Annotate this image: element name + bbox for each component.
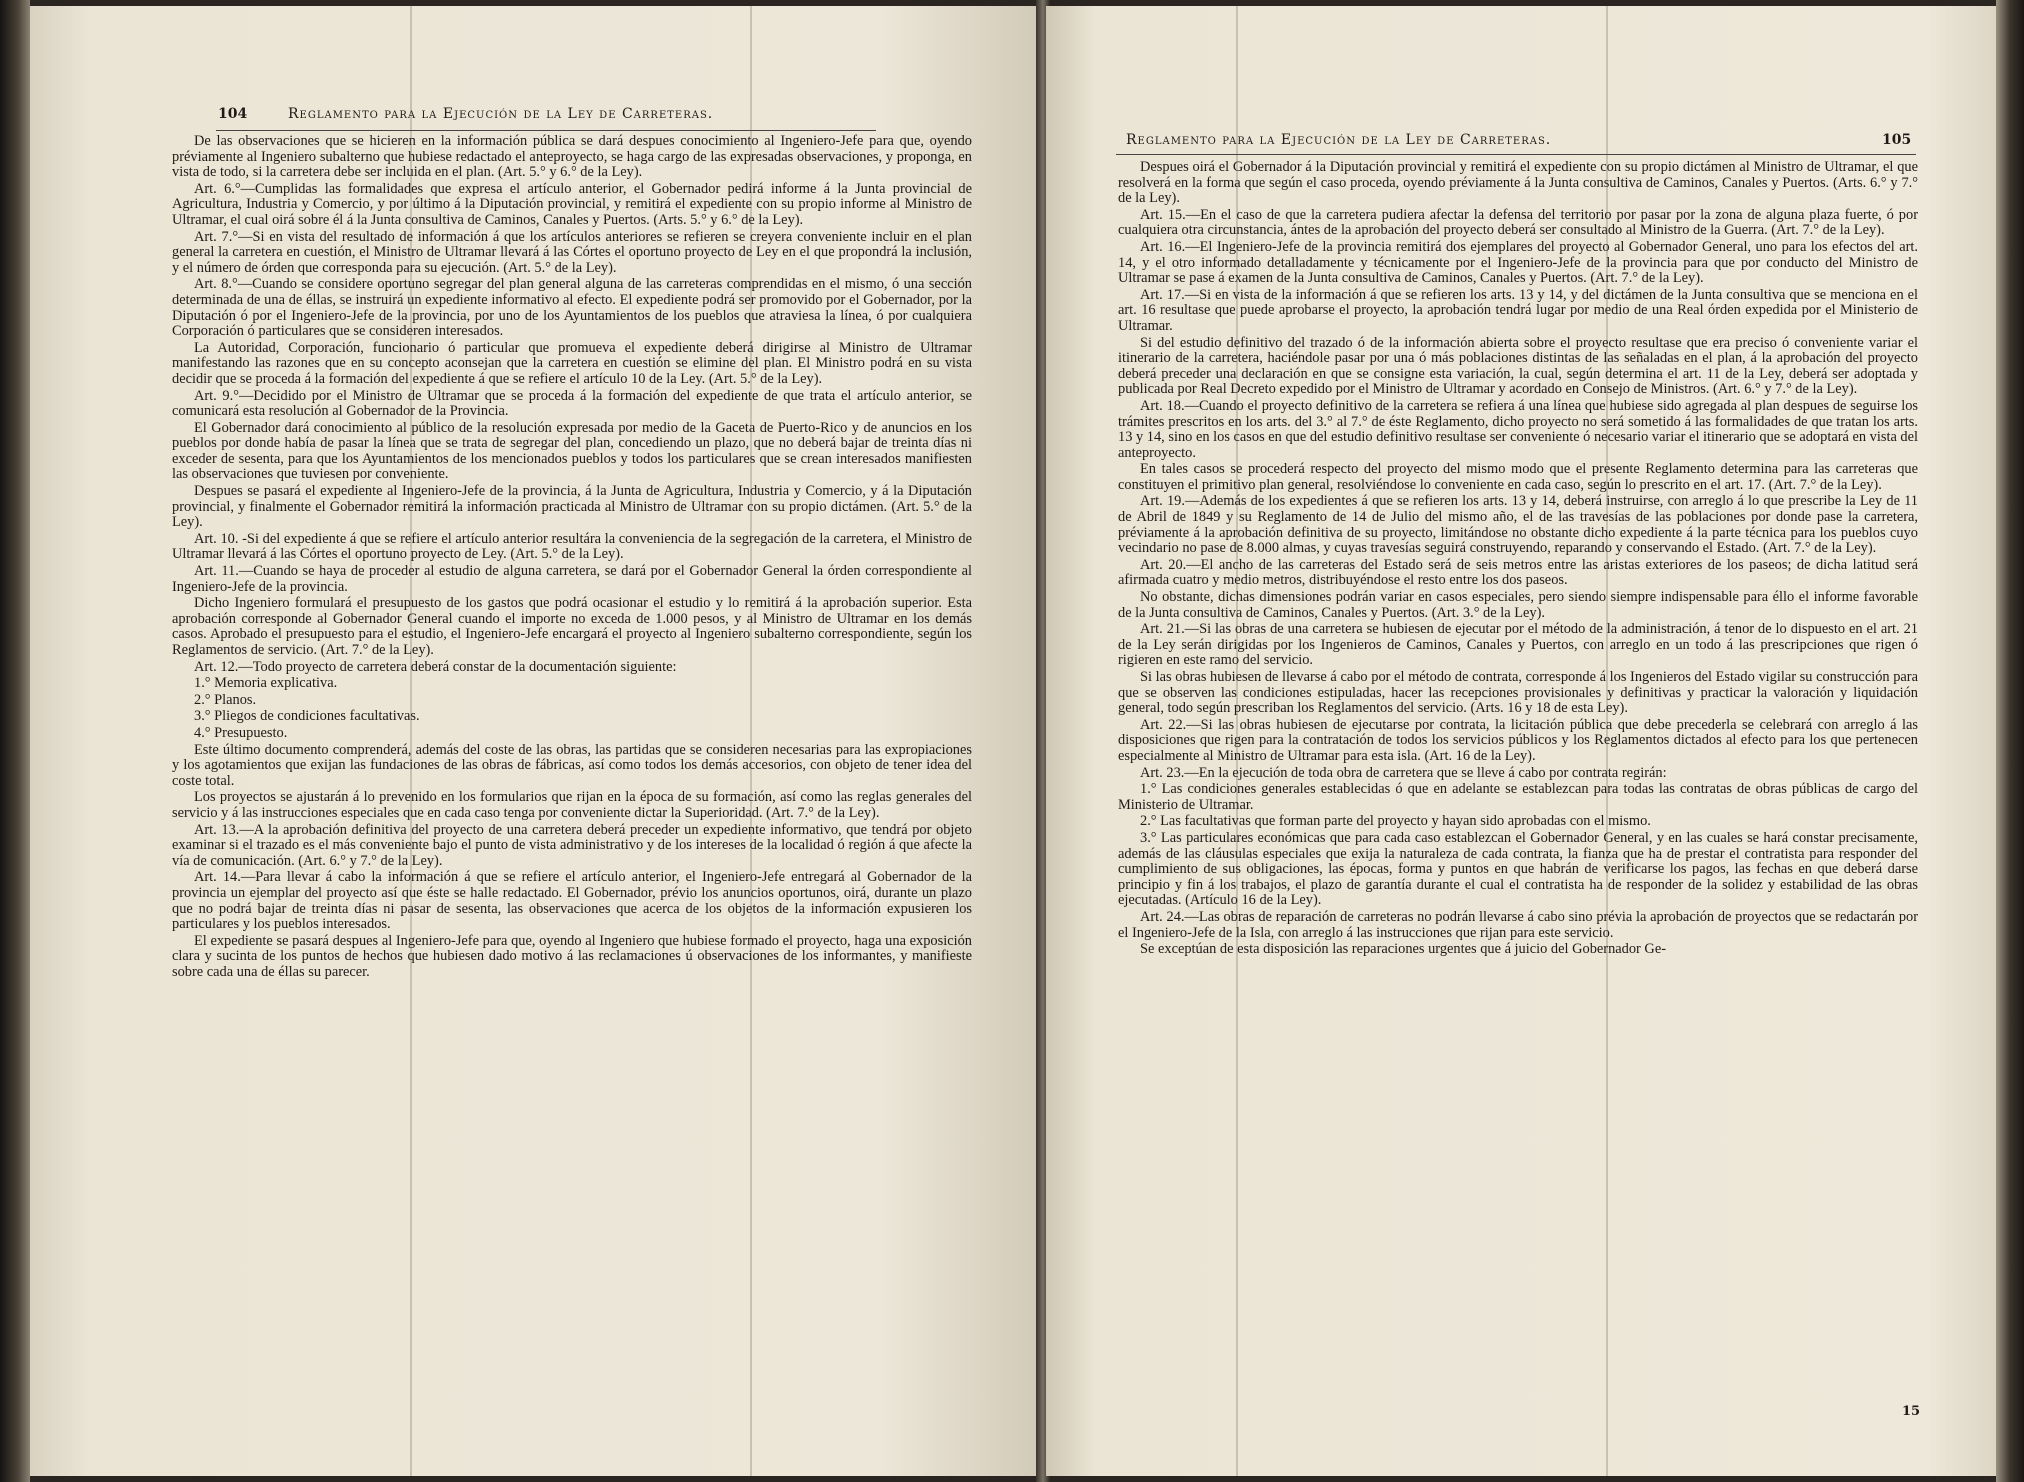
signature-mark: 15 [1902,1404,1921,1419]
list-item: 4.° Presupuesto. [194,724,288,741]
header-rule [216,130,876,131]
paragraph: Si del estudio definitivo del trazado ó de la información abierta sobre el proyecto resultase que era preciso ó conveniente variar el itinerario de la carretera, haciéndole pasar por una ó más poblaciones distintas de las señaladas en el plan, á la aprobación del proyecto deberá preceder una declaración en que se consigne esta variación, la cual, según determina el art. 11 de la Ley, deberá ser adoptada y publicada por Real Decreto expedido por el Ministro de Ultramar y acordado en Consejo de Ministros. (Art. 6.° y 7.° de la Ley). [1118,334,1918,398]
paragraph: Art. 7.°—Si en vista del resultado de información á que los artículos anteriores se refieren se creyera conveniente incluir en el plan general la carretera en cuestión, el Ministro de Ultramar llevará á las Córtes el oportuno proyecto de Ley en el que propondrá la inclusión, y el número de órden que corresponda para su ejecución. (Art. 5.° de la Ley). [172,228,972,276]
paragraph: Art. 12.—Todo proyecto de carretera deberá constar de la documentación siguiente: [194,658,677,675]
left-page-body [172,134,972,981]
right-page [1046,6,1996,1476]
paragraph: Art. 8.°—Cuando se considere oportuno segregar del plan general alguna de las carreteras comprendidas en el mismo, ó una sección determinada de una de éllas, se instruirá un expediente informativo al efecto. El expediente podrá ser promovido por el Gobernador, por la Diputación ó por el Ingeniero-Jefe de la provincia, por uno de los Ayuntamientos de los pueblos que atraviesa la línea, ó por cualquiera Corporación ó particulares que se consideren interesados. [172,276,972,340]
paragraph: Despues oirá el Gobernador á la Diputación provincial y remitirá el expediente con su propio dictámen al Ministro de Ultramar, el que resolverá en la forma que según el caso proceda, oyendo préviamente á la Junta consultiva de Caminos, Canales y Puertos. (Arts. 6.° y 7.° de la Ley). [1118,159,1918,207]
paragraph: Art. 13.—A la aprobación definitiva del proyecto de una carretera deberá preceder un expediente informativo, que tendrá por objeto examinar si el trazado es el más conveniente bajo el punto de vista administrativo y de los intereses de la localidad ó región á que afecte la vía de comunicación. (Art. 6.° y 7.° de la Ley). [172,821,972,869]
paragraph: Este último documento comprenderá, además del coste de las obras, las partidas que se consideren necesarias para las expropiaciones y los agotamientos que exijan las fundaciones de las obras de fábricas, así como todos los demás accesorios, con objeto de tener idea del coste total. [172,741,972,789]
list-item: 3.° Las particulares económicas que para cada caso establezcan el Gobernador General, y en las cuales se hará constar precisamente, además de las cláusulas especiales que exija la naturaleza de cada contrata, la fianza que ha de prestar el contratista para responder del cumplimiento de sus obligaciones, las épocas, forma y puntos en que habrán de verificarse los pagos, las fechas en que deberá darse principio y fin á los trabajos, el plazo de garantía durante el cual el contratista ha de responder de la solidez y estabilidad de las obras ejecutadas. (Artículo 16 de la Ley). [1118,829,1918,909]
page-number: 104 [218,106,248,122]
paragraph: Art. 17.—Si en vista de la información á que se refieren los arts. 13 y 14, y del dictámen de la Junta consultiva que se menciona en el art. 16 resultase que puede aprobarse el proyecto, la aprobación tendrá lugar por medio de una Real órden expedida por el Ministerio de Ultramar. [1118,286,1918,334]
paragraph: Art. 11.—Cuando se haya de proceder al estudio de alguna carretera, se dará por el Gobernador General la órden correspondiente al Ingeniero-Jefe de la provincia. [172,563,972,595]
paragraph: Art. 20.—El ancho de las carreteras del Estado será de seis metros entre las aristas exteriores de los paseos; de dicha latitud será afirmada cuatro y medio metros, distribuyéndose el resto entre los dos paseos. [1118,556,1918,589]
paragraph: Art. 21.—Si las obras de una carretera se hubiesen de ejecutar por el método de la administración, á tenor de lo dispuesto en el art. 21 de la Ley serán dirigidas por los Ingenieros de Caminos, Canales y Puertos, con arreglo en un todo á las prescripciones que rigen ó rigieren en este ramo del servicio. [1118,621,1918,669]
page-fold-line [410,6,412,1476]
paragraph: La Autoridad, Corporación, funcionario ó particular que promueva el expediente deberá dirigirse al Ministro de Ultramar manifestando las razones que en su concepto aconsejan que la carretera en cuestión se elimine del plan. El Ministro podrá en su vista decidir que se proceda á la formación del expediente á que se refiere el artículo 10 de la Ley. (Art. 5.° de la Ley). [172,339,972,387]
paragraph: Art. 18.—Cuando el proyecto definitivo de la carretera se refiera á una línea que hubiese sido agregada al plan despues de seguirse los trámites prescritos en los arts. del 3.° al 7.° de éste Reglamento, dicho proyecto no será sometido á las formalidades de que tratan los arts. 13 y 14, sino en los casos en que del estudio definitivo resultase ser conveniente ó necesario variar el itinerario que se adoptará en vista del anteproyecto. [1118,397,1919,461]
paragraph: Art. 14.—Para llevar á cabo la información á que se refiere el artículo anterior, el Ingeniero-Jefe entregará al Gobernador de la provincia un ejemplar del proyecto así que éste se halle redactado. El Gobernador, prévio los anuncios oportunos, oirá, durante un plazo que no podrá bajar de treinta días ni pasar de sesenta, las observaciones que acerca de los objetos de la información expusieren los particulares y los pueblos interesados. [172,869,972,933]
list-item: 2.° Planos. [194,691,257,708]
paragraph: Art. 6.°—Cumplidas las formalidades que expresa el artículo anterior, el Gobernador pedirá informe á la Junta provincial de Agricultura, Industria y Comercio, y por último á la Diputación provincial, y remitirá el expediente con su propio informe al Ministro de Ultramar, el cual oirá sobre él á la Junta consultiva de Caminos, Canales y Puertos. (Arts. 5.° y 6.° de la Ley). [172,180,972,228]
paragraph: Art. 10. -Si del expediente á que se refiere el artículo anterior resultára la conveniencia de la segregación de la carretera, el Ministro de Ultramar llevará á las Córtes el oportuno proyecto de Ley. (Art. 5.° de la Ley). [172,530,972,563]
paragraph: El expediente se pasará despues al Ingeniero-Jefe para que, oyendo al Ingeniero que hubiese formado el proyecto, haga una exposición clara y sucinta de los puntos de hechos que hubiesen dado motivo á las reclamaciones ú observaciones de los informantes, y manifieste sobre cada una de éllas su parecer. [172,932,972,980]
paragraph: Art. 24.—Las obras de reparación de carreteras no podrán llevarse á cabo sino prévia la aprobación de proyectos que se redactarán por el Ingeniero-Jefe de la Isla, con arreglo á las instrucciones que rijan para este servicio. [1118,908,1918,941]
right-page-body [1118,160,1918,959]
list-item: 1.° Memoria explicativa. [194,675,338,692]
paragraph: Art. 16.—El Ingeniero-Jefe de la provincia remitirá dos ejemplares del proyecto al Gobernador General, uno para los efectos del art. 14, y el otro informado detalladamente y técnicamente por el Ingeniero-Jefe de la provincia para que por conducto del Ministro de Ultramar se pase á examen de la Junta consultiva de Caminos, Canales y Puertos. (Art. 7.° de la Ley). [1118,238,1918,287]
paragraph: Art. 15.—En el caso de que la carretera pudiera afectar la defensa del territorio por pasar por la zona de alguna plaza fuerte, ó por cualquiera otra circunstancia, ántes de la aprobación del proyecto deberá ser consultado al Ministro de la Guerra. (Art. 7.° de la Ley). [1118,206,1918,239]
book-right-edge [1996,0,2024,1482]
page-fold-line [750,6,752,1476]
paragraph: El Gobernador dará conocimiento al público de la resolución expresada por medio de la Gaceta de Puerto-Rico y de anuncios en los pueblos por donde había de pasar la línea que se trata de segregar del plan, concediendo un plazo, que no deberá bajar de treinta días ni exceder de sesenta, para que los Ayuntamientos de los mencionados pueblos y todos los particulares que se crean interesados manifiesten las observaciones que tuviesen por conveniente. [172,419,972,483]
paragraph: Se exceptúan de esta disposición las reparaciones urgentes que á juicio del Gobernador Ge- [1140,941,1667,958]
left-page [30,6,1040,1476]
list-item: 1.° Las condiciones generales establecidas ó que en adelante se establezcan para todas las contratas de obras públicas de cargo del Ministerio de Ultramar. [1118,781,1918,813]
list-item: 2.° Las facultativas que forman parte del proyecto y hayan sido aprobadas con el mismo. [1140,813,1651,830]
paragraph: Despues se pasará el expediente al Ingeniero-Jefe de la provincia, á la Junta de Agricultura, Industria y Comercio, y á la Diputación provincial, y finalmente el Gobernador remitirá la información practicada al Ministro de Ultramar con su propio dictámen. (Art. 5.° de la Ley). [172,483,972,531]
paragraph: Si las obras hubiesen de llevarse á cabo por el método de contrata, corresponde á los Ingenieros del Estado vigilar su construcción para que se observen las condiciones estipuladas, hacer las recepciones provisionales y definitivas y practicar la valoración y liquidación general, todo según prescriban los Reglamentos del servicio. (Arts. 16 y 18 de esta Ley). [1118,669,1918,717]
paragraph: En tales casos se procederá respecto del proyecto del mismo modo que el presente Reglamento determina para las carreteras que constituyen el primitivo plan general, resolviéndose lo conveniente en cada caso, según lo prescrito en el art. 17. (Art. 7.° de la Ley). [1118,461,1918,493]
page-fold-line [1236,6,1238,1476]
paragraph: Art. 22.—Si las obras hubiesen de ejecutarse por contrata, la licitación pública que debe precederla se celebrará con arreglo á las disposiciones que rigen para la contratación de todos los servicios públicos y los Reglamentos dictados al efecto para los que pertenecen especialmente al Ministro de Ultramar para esta isla. (Art. 16 de la Ley). [1118,716,1918,764]
page-number: 105 [1882,132,1912,148]
paragraph: Dicho Ingeniero formulará el presupuesto de los gastos que podrá ocasionar el estudio y lo remitirá á la aprobación superior. Esta aprobación corresponde al Gobernador General cuando el importe no exceda de 1.000 pesos, y al Ministro de Ultramar en los demás casos. Aprobado el presupuesto para el estudio, el Ingeniero-Jefe encargará el proyecto al Ingeniero subalterno correspondiente, según los Reglamentos de servicio. (Art. 7.° de la Ley). [172,595,972,658]
list-item: 3.° Pliegos de condiciones facultativas. [194,708,420,725]
paragraph: No obstante, dichas dimensiones podrán variar en casos especiales, pero siendo siempre indispensable para éllo el informe favorable de la Junta consultiva de Caminos, Canales y Puertos. (Art. 3.° de la Ley). [1118,589,1918,621]
page-fold-line [1606,6,1608,1476]
running-head: Reglamento para la Ejecución de la Ley de Carreteras. [288,106,714,122]
paragraph: Los proyectos se ajustarán á lo prevenido en los formularios que rijan en la época de su formación, así como las reglas generales del servicio y á las instrucciones especiales que en cada caso tenga por conveniente dictar la Superioridad. (Art. 7.° de la Ley). [172,789,972,821]
paragraph: Art. 23.—En la ejecución de toda obra de carretera que se lleve á cabo por contrata regirán: [1140,764,1667,781]
paragraph: De las observaciones que se hicieren en la información pública se dará despues conocimiento al Ingeniero-Jefe para que, oyendo préviamente al Ingeniero subalterno que hubiese redactado el anteproyecto, se haga cargo de las expresadas observaciones, y proponga, en vista de todo, si la carretera debe ser incluida en el plan. (Art. 5.° y 6.° de la Ley). [172,133,972,181]
running-head: Reglamento para la Ejecución de la Ley de Carreteras. [1126,132,1552,148]
paragraph: Art. 9.°—Decidido por el Ministro de Ultramar que se proceda á la formación del expediente de que trata el artículo anterior, se comunicará esta resolución al Gobernador de la Provincia. [172,387,972,420]
paragraph: Art. 19.—Además de los expedientes á que se refieren los arts. 13 y 14, deberá instruirse, con arreglo á lo que prescribe la Ley de 11 de Abril de 1849 y su Reglamento de 14 de Julio del mismo año, el de las travesías de las poblaciones por donde pase la carretera, préviamente á la aprobación definitiva de su proyecto, limitándose no obstante dicho expediente á la parte técnica para los pueblos cuyo vecindario no pase de 8.000 almas, y cuyas travesías seguirá construyendo, reparando y conservando el Estado. (Art. 7.° de la Ley). [1118,493,1918,557]
book-left-edge [0,0,30,1482]
